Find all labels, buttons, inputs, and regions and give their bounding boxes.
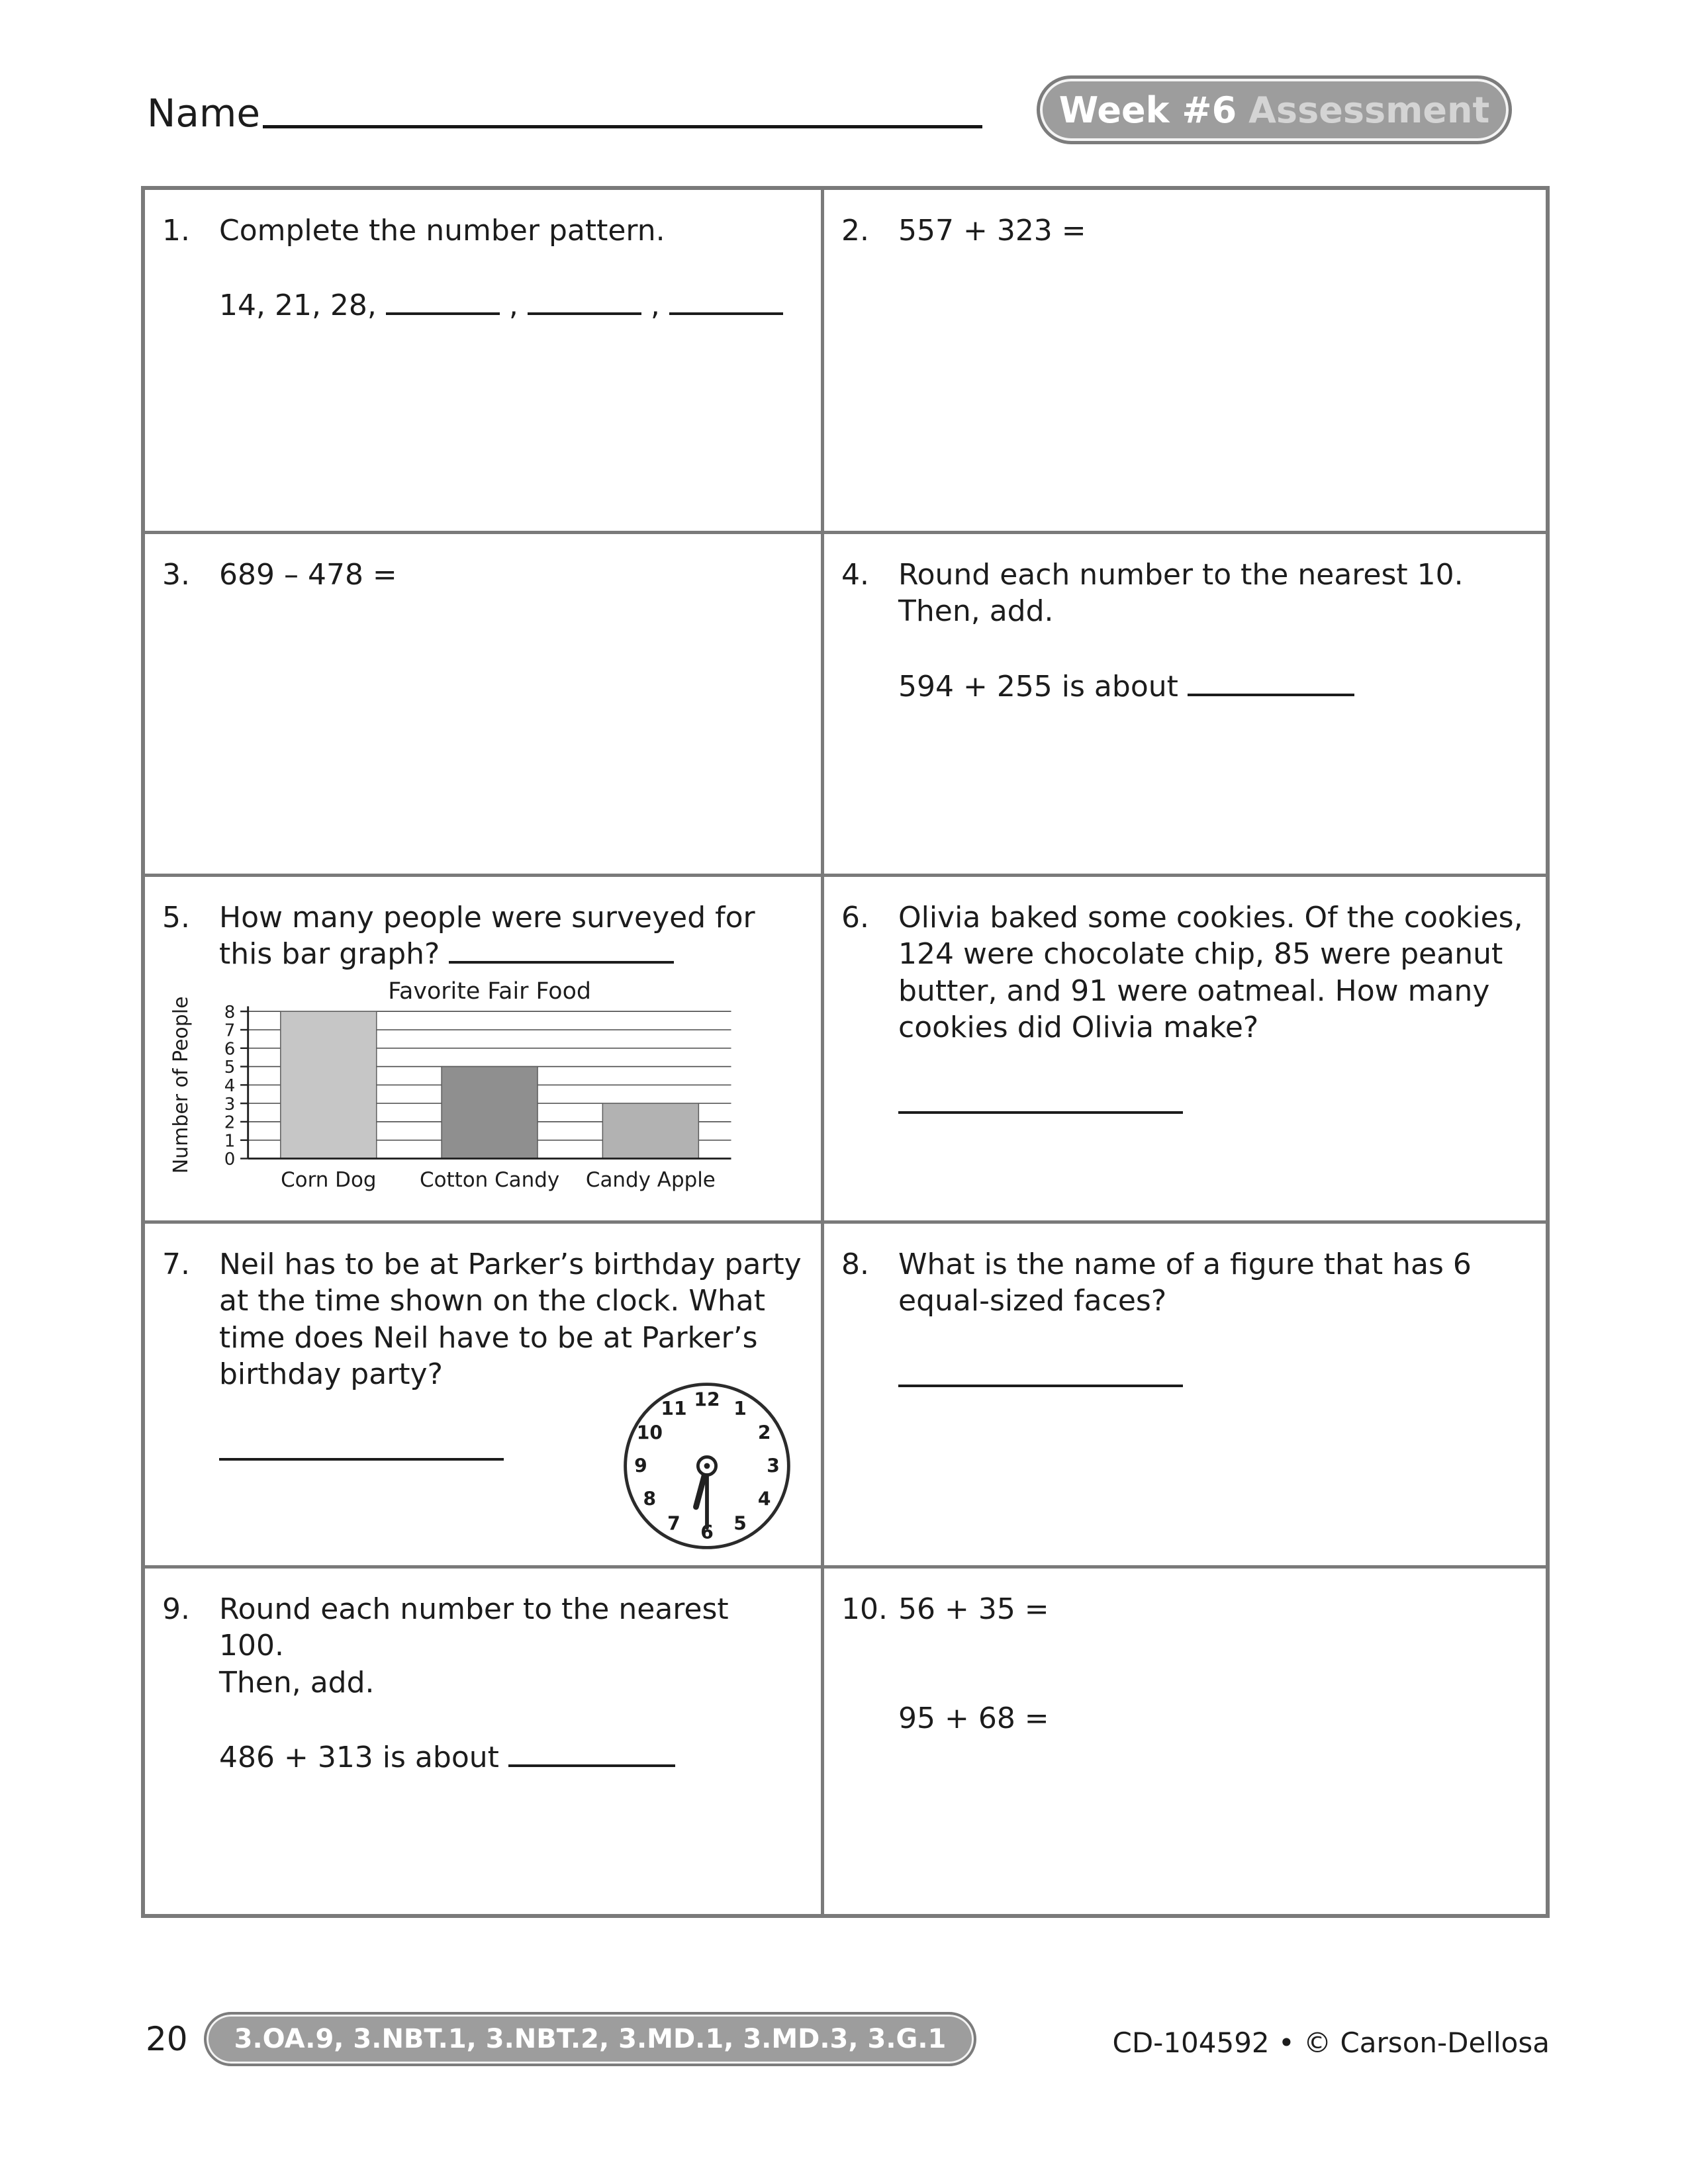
svg-text:7: 7 [224,1021,236,1041]
svg-text:0: 0 [224,1150,236,1170]
question-6-prompt: Olivia baked some cookies. Of the cookies, 124 were chocolate chip, 85 were peanut butter, and 91 were oatmeal. How many cookies did Olivia make? [898,901,1523,1045]
clock [617,1376,797,1556]
question-2-number: 2. [841,214,869,248]
question-10-number: 10. [841,1592,888,1626]
answer-blank [898,1107,1183,1114]
answer-blank [508,1760,675,1767]
svg-text:11: 11 [661,1398,687,1420]
name-row [147,91,982,136]
question-9-expression-line [219,1739,802,1776]
question-3-cell [145,534,824,877]
question-4-expression: 594 + 255 is about [898,669,1178,704]
svg-text:Corn Dog: Corn Dog [281,1167,377,1192]
question-5-prompt: How many people were surveyed for this bar graph? [219,901,755,972]
question-1-prompt: Complete the number pattern. [219,214,665,248]
comma-separator: , [508,289,518,323]
badge-assessment-text: Assessment [1248,89,1490,131]
question-1-sequence-line [219,287,802,324]
question-9-line1: Round each number to the nearest 100. [219,1592,729,1663]
question-5-cell [145,877,824,1224]
question-4-expression-line [898,668,1527,705]
question-7-number: 7. [162,1248,190,1281]
answer-blank [1188,690,1354,696]
svg-text:8: 8 [643,1488,657,1510]
question-6-number: 6. [841,901,869,934]
question-5-number: 5. [162,901,190,934]
svg-text:1: 1 [733,1398,747,1420]
answer-blank [449,957,674,964]
question-10-expression-2: 95 + 68 = [898,1702,1049,1736]
name-label: Name [147,91,261,136]
question-9-line2: Then, add. [219,1665,375,1700]
svg-text:Favorite Fair Food: Favorite Fair Food [388,978,591,1005]
svg-text:3: 3 [224,1094,236,1115]
svg-text:3: 3 [767,1455,780,1477]
svg-text:8: 8 [224,1002,236,1023]
svg-text:4: 4 [224,1075,236,1096]
answer-blank [898,1381,1183,1387]
svg-text:6: 6 [224,1039,236,1060]
question-4-number: 4. [841,558,869,592]
svg-text:Candy Apple: Candy Apple [585,1167,716,1192]
question-3-expression: 689 – 478 = [219,558,397,592]
question-9-expression: 486 + 313 is about [219,1741,499,1775]
question-4-line1: Round each number to the nearest 10. [898,558,1464,592]
page-number: 20 [146,2020,188,2058]
question-9-cell [145,1569,824,1914]
question-10-cell [824,1569,1546,1914]
question-8-number: 8. [841,1248,869,1281]
question-2-expression: 557 + 323 = [898,214,1086,248]
standards-badge: 3.OA.9, 3.NBT.1, 3.NBT.2, 3.MD.1, 3.MD.3, 3.G.1 [204,2012,977,2066]
svg-text:2: 2 [757,1422,771,1444]
footer-left [146,2012,976,2066]
name-blank-line [263,118,982,128]
svg-text:6: 6 [700,1521,714,1543]
svg-text:5: 5 [224,1058,236,1078]
comma-separator: , [650,289,660,323]
worksheet-table [141,186,1550,1918]
question-6-cell [824,877,1546,1224]
question-10-expression-1: 56 + 35 = [898,1592,1049,1626]
question-7-cell [145,1224,824,1569]
question-4-cell [824,534,1546,877]
question-1-sequence: 14, 21, 28, [219,289,377,323]
question-4-line2: Then, add. [898,594,1054,629]
answer-blank [528,308,641,315]
svg-text:Number of People: Number of People [169,996,193,1174]
answer-blank [669,308,783,315]
svg-text:12: 12 [694,1388,720,1411]
question-8-answer-line [898,1359,1527,1396]
question-8-cell [824,1224,1546,1569]
svg-text:10: 10 [636,1422,663,1444]
question-7-prompt: Neil has to be at Parker’s birthday party at the time shown on the clock. What time does Neil have to be at Parker’s birthday party? [219,1248,802,1392]
copyright-text: CD-104592 • © Carson-Dellosa [1112,2026,1550,2059]
answer-blank [219,1454,504,1461]
question-3-number: 3. [162,558,190,592]
question-1-number: 1. [162,214,190,248]
question-2-cell [824,190,1546,534]
svg-text:Cotton Candy: Cotton Candy [419,1167,560,1192]
svg-text:5: 5 [733,1512,747,1535]
svg-text:1: 1 [224,1131,236,1152]
svg-text:4: 4 [757,1488,771,1510]
week-assessment-badge [1037,75,1512,144]
answer-blank [386,308,500,315]
question-1-cell [145,190,824,534]
question-9-number: 9. [162,1592,190,1626]
question-8-prompt: What is the name of a figure that has 6 equal-sized faces? [898,1248,1472,1318]
question-6-answer-line [898,1086,1527,1122]
badge-week-text: Week #6 [1058,89,1237,131]
svg-text:9: 9 [634,1455,647,1477]
favorite-fair-food-chart [167,977,776,1207]
svg-text:2: 2 [224,1113,236,1133]
svg-text:7: 7 [667,1512,680,1535]
